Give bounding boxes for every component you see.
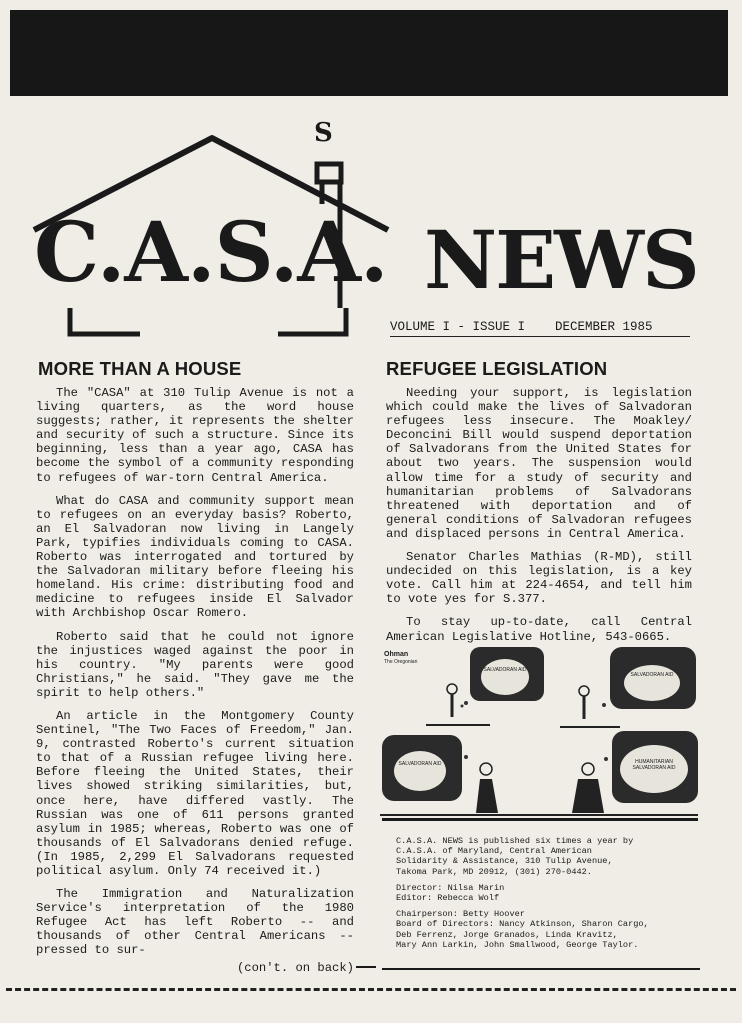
- info-line: C.A.S.A. NEWS is published six times a year by: [396, 836, 634, 846]
- cartoon-bottom-rule: [382, 818, 698, 821]
- publication-info: [396, 836, 696, 950]
- left-article-body: [36, 386, 354, 984]
- info-line: C.A.S.A. of Maryland, Central American: [396, 846, 592, 857]
- paragraph: Senator Charles Mathias (R-MD), still undecided on this legislation, is a key vote. Call him at 224-4654, and tell him to vote yes for S.377.: [386, 550, 692, 607]
- info-bottom-rule: [382, 968, 700, 970]
- top-black-bar: [10, 10, 728, 96]
- paragraph: Needing your support, is legislation which could make the lives of Salvadoran refugees less insecure. The Moakley/ Deconcini Bill would suspend deportation of Salvadorans from the United States for about two years. The suspension would allow time for a study of security and humanitarian problems of Salvadorans threatened with deportation and of general conditions of Salvadoran refugees and displaced persons in Central America.: [386, 386, 692, 541]
- board-line: Deb Ferrenz, Jorge Granados, Linda Kravitz,: [396, 929, 618, 940]
- bag-label: SALVADORAN AID: [398, 761, 442, 767]
- paragraph: What do CASA and community support mean to refugees on an everyday basis? Roberto, an El Salvadoran now living in Langely Park, typifies individuals coming to CASA. Roberto was interrogated and tortured by the Salvadoran military before fleeing his homeland. His crime: distributing food and medicine to refugees inside El Salvador with Archbishop Oscar Romero.: [36, 493, 354, 621]
- continued-dash: [356, 966, 376, 968]
- cartoon-credit: Ohman: [384, 651, 409, 658]
- casa-logo-text: C.A.S.A.: [34, 205, 388, 301]
- paragraph: To stay up-to-date, call Central American Legislative Hotline, 543-0665.: [386, 615, 692, 644]
- right-article-body: [386, 386, 692, 653]
- right-headline: REFUGEE LEGISLATION: [386, 358, 608, 379]
- cartoon-drawing-icon: [380, 645, 700, 817]
- continued-note: (con't. on back): [236, 960, 354, 975]
- editor-line: Editor: Rebecca Wolf: [396, 893, 500, 904]
- chimney-smoke-letter: S: [314, 118, 333, 148]
- issue-line: VOLUME I - ISSUE I DECEMBER 1985: [390, 320, 690, 337]
- chair-line: Chairperson: Betty Hoover: [396, 909, 525, 920]
- info-line: Solidarity & Assistance, 310 Tulip Avenue,: [396, 856, 613, 867]
- paragraph: Roberto said that he could not ignore the injustices waged against the poor in his country. "My parents were good Christians," he said. "They gave me the spirit to help others.": [36, 629, 354, 700]
- paragraph: The Immigration and Naturalization Service's interpretation of the 1980 Refugee Act has left Roberto -- and thousands of other Central Americans -- pressed to sur-: [36, 887, 354, 958]
- board-line: Board of Directors: Nancy Atkinson, Sharon Cargo,: [396, 919, 649, 930]
- left-headline: MORE THAN A HOUSE: [38, 358, 242, 379]
- paragraph: An article in the Montgomery County Sentinel, "The Two Faces of Freedom," Jan. 9, contrasted Roberto's current situation to that of a Russian refugee living here. Before fleeing the United States, their lives showed striking similarities, but, once here, have differed vastly. The Russian was one of 611 persons granted asylum in 1985; whereas, Roberto was one of thousands of El Salvadorans denied refuge. (In 1985, 2,299 El Salvadorans requested political asylum. Only 74 received it.): [36, 708, 354, 878]
- bag-label: SALVADORAN AID: [630, 672, 674, 678]
- board-line: Mary Ann Larkin, John Smallwood, George Taylor.: [396, 939, 639, 950]
- news-title: NEWS: [424, 213, 698, 307]
- bag-label: SALVADORAN AID: [483, 667, 527, 673]
- political-cartoon: [380, 645, 700, 817]
- bag-label: HUMANITARIAN SALVADORAN AID: [632, 759, 676, 771]
- info-line: Takoma Park, MD 20912, (301) 270-0442.: [396, 866, 592, 877]
- cartoon-source: The Oregonian: [384, 659, 418, 665]
- paragraph: The "CASA" at 310 Tulip Avenue is not a living quarters, as the word house suggests; rather, it represents the shelter and security of such a structure. Since its beginning, less than a year ago, CASA has become the symbol of a community responding to refugees of war-torn Central America.: [36, 386, 354, 485]
- director-line: Director: Nilsa Marin: [396, 882, 505, 893]
- dashed-border: [6, 988, 736, 991]
